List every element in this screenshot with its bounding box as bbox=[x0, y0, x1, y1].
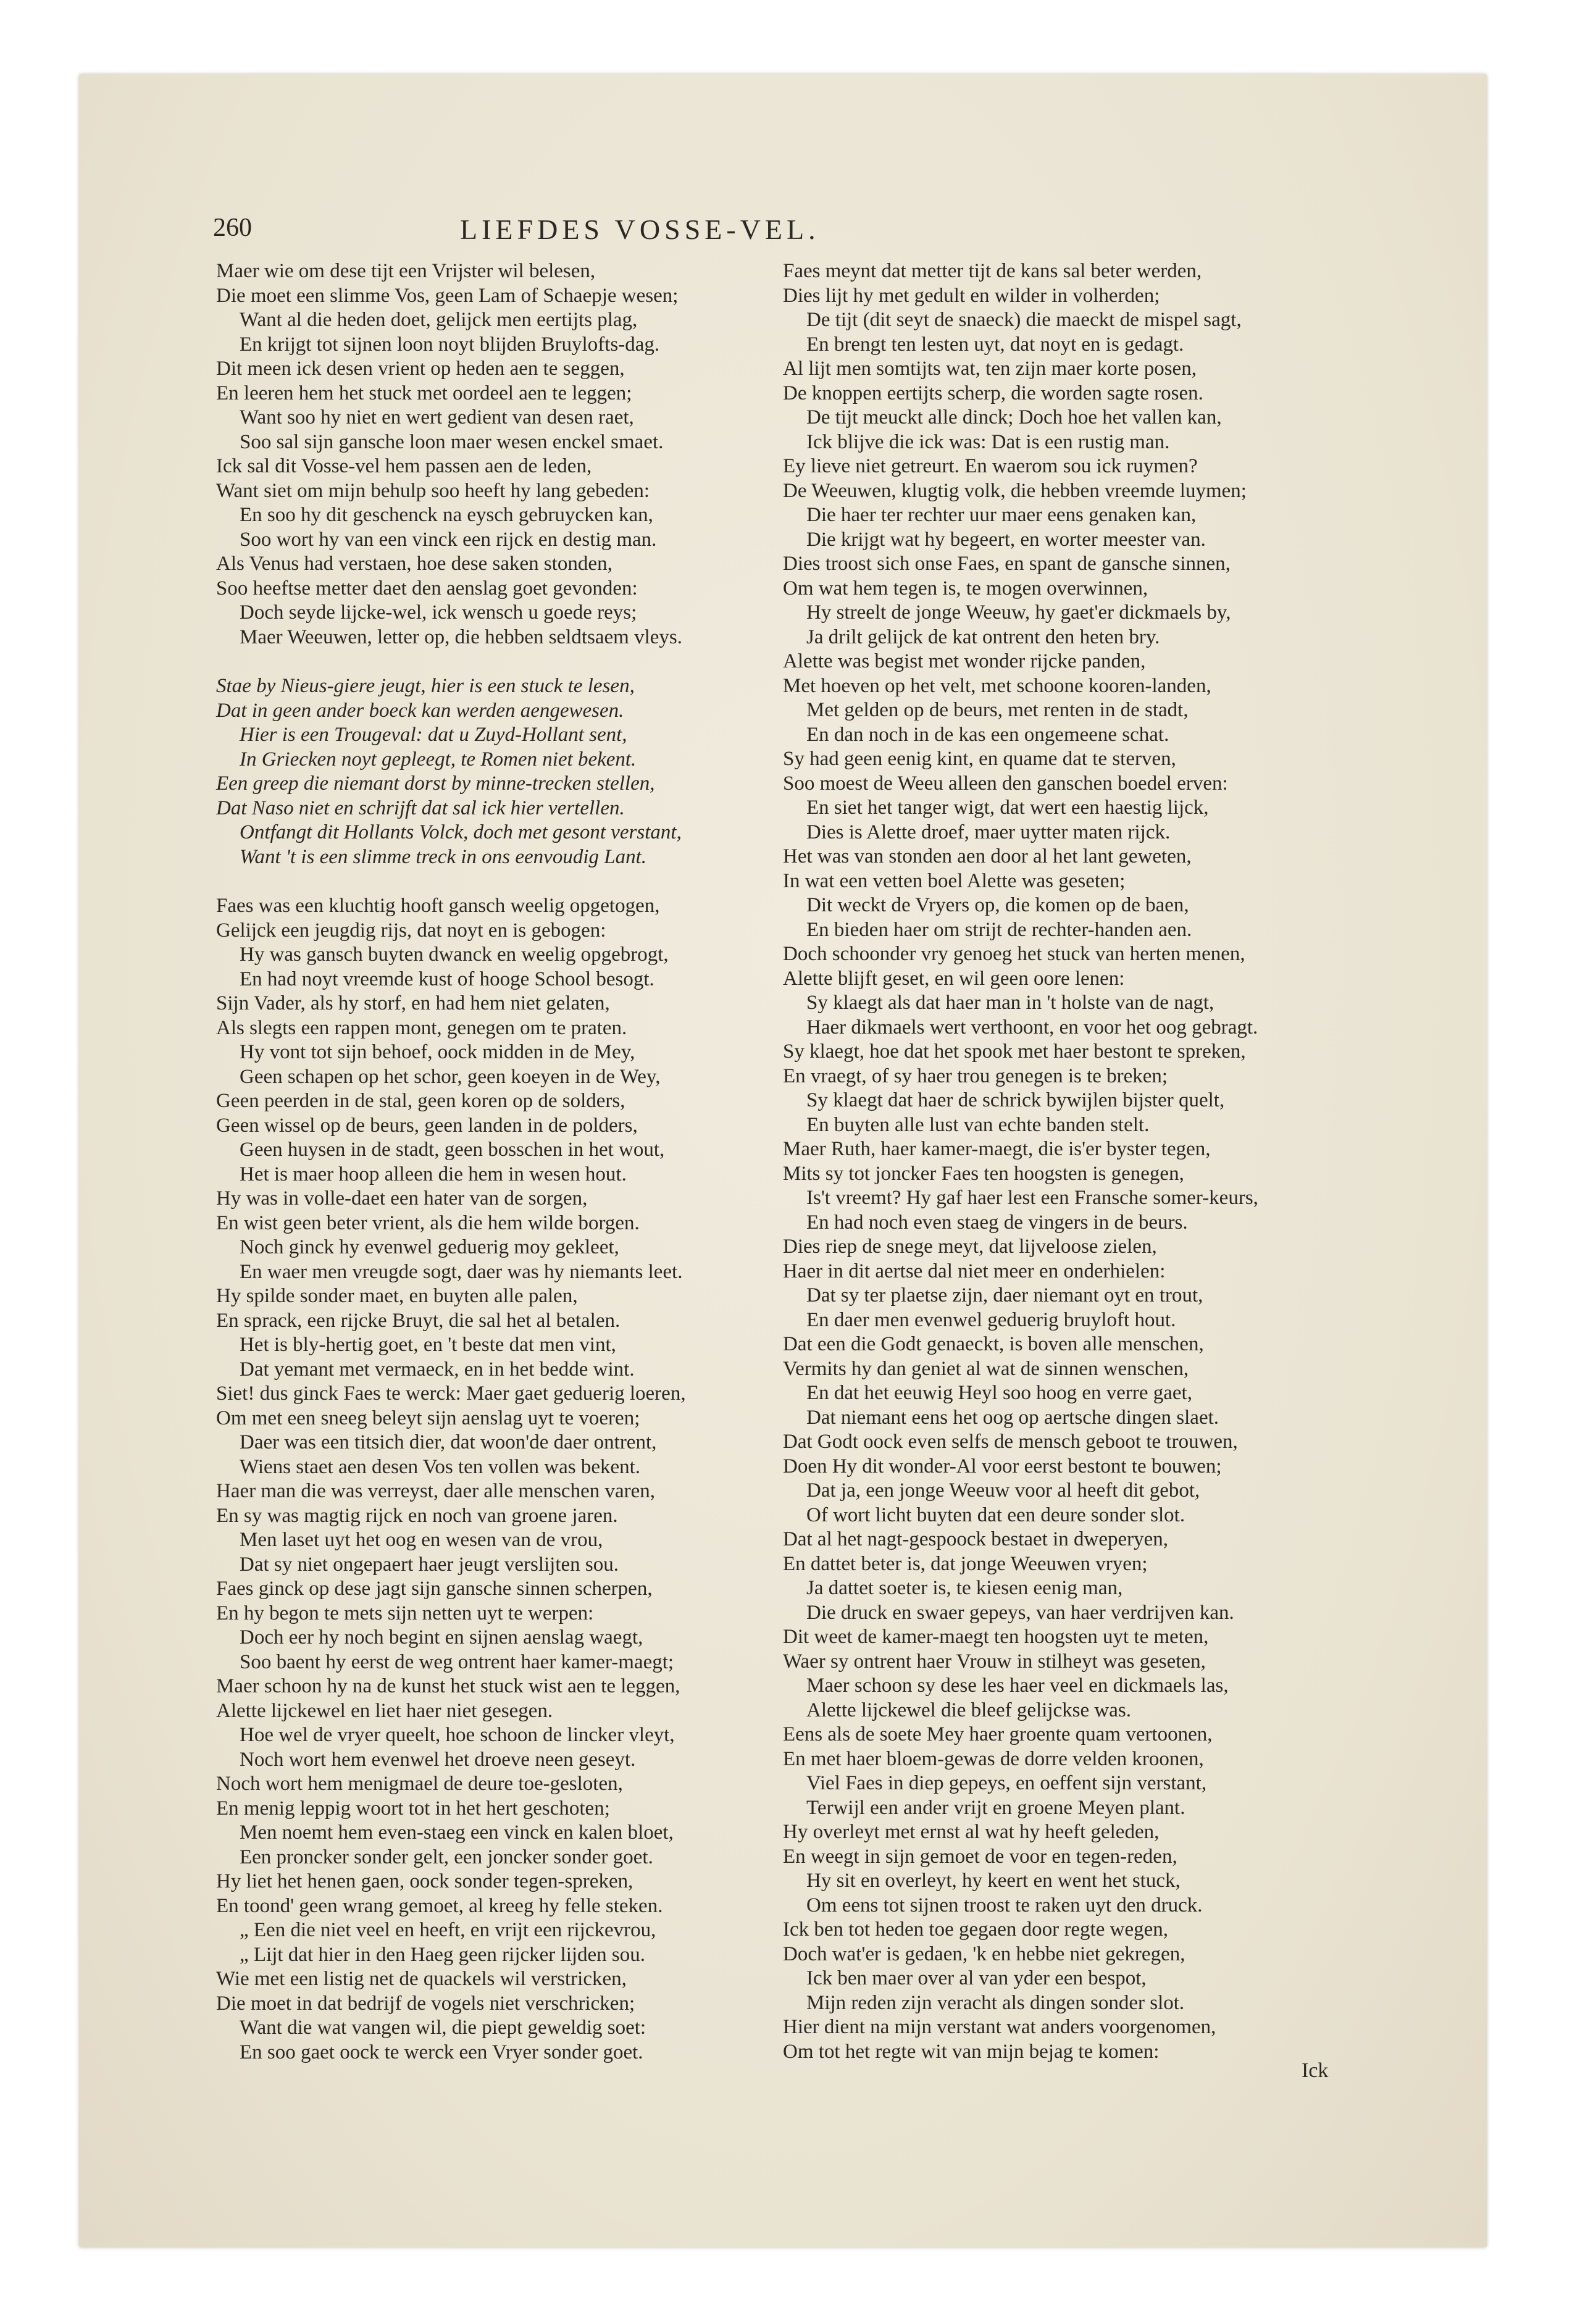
verse-line: En weegt in sijn gemoet de voor en tegen-reden, bbox=[783, 1845, 1177, 1868]
verse-line: En wist geen beter vrient, als die hem wilde borgen. bbox=[216, 1211, 640, 1234]
verse-line: Faes ginck op dese jagt sijn gansche sinnen scherpen, bbox=[216, 1578, 653, 1600]
verse-line: Dat een die Godt genaeckt, is boven alle menschen, bbox=[783, 1333, 1204, 1355]
verse-line: Geen huysen in de stadt, geen bosschen in het wout, bbox=[240, 1139, 665, 1161]
verse-line: En siet het tanger wigt, dat wert een haestig lijck, bbox=[806, 796, 1209, 819]
catchword: Ick bbox=[1302, 2059, 1329, 2082]
verse-line: Sy klaegt, hoe dat het spook met haer bestont te spreken, bbox=[783, 1040, 1246, 1063]
verse-line: Met hoeven op het velt, met schoone kooren-landen, bbox=[783, 674, 1211, 697]
verse-line: Dies riep de snege meyt, dat lijveloose zielen, bbox=[783, 1235, 1157, 1258]
verse-line: De tijt (dit seyt de snaeck) die maeckt de mispel sagt, bbox=[806, 309, 1242, 331]
verse-line: Terwijl een ander vrijt en groene Meyen plant. bbox=[806, 1796, 1185, 1819]
verse-line: Als slegts een rappen mont, genegen om te praten. bbox=[216, 1016, 627, 1039]
verse-line: Dat in geen ander boeck kan werden aengewesen. bbox=[216, 699, 624, 722]
verse-line: En brengt ten lesten uyt, dat noyt en is gedagt. bbox=[806, 333, 1184, 356]
verse-line: Een proncker sonder gelt, een joncker sonder goet. bbox=[240, 1845, 653, 1868]
verse-line: Maer Ruth, haer kamer-maegt, die is'er byster tegen, bbox=[783, 1138, 1211, 1160]
verse-line: Want soo hy niet en wert gedient van desen raet, bbox=[240, 406, 634, 428]
verse-line: En had noyt vreemde kust of hooge School besogt. bbox=[240, 968, 654, 990]
verse-line: Soo wort hy van een vinck een rijck en destig man. bbox=[240, 528, 657, 551]
verse-line: Soo baent hy eerst de weg ontrent haer kamer-maegt; bbox=[240, 1650, 674, 1673]
verse-line: En sprack, een rijcke Bruyt, die sal het al betalen. bbox=[216, 1309, 621, 1332]
verse-line: Met gelden op de beurs, met renten in de stadt, bbox=[806, 699, 1189, 721]
verse-line: Is't vreemt? Hy gaf haer lest een Fransche somer-keurs, bbox=[806, 1187, 1258, 1209]
verse-line: En sy was magtig rijck en noch van groene jaren. bbox=[216, 1504, 618, 1527]
verse-line: En soo hy dit geschenck na eysch gebruycken kan, bbox=[240, 504, 653, 526]
verse-line: Dat Naso niet en schrijft dat sal ick hier vertellen. bbox=[216, 796, 625, 819]
verse-line: Hier dient na mijn verstant wat anders voorgenomen, bbox=[783, 2016, 1216, 2038]
verse-line: Maer Weeuwen, letter op, die hebben seldtsaem vleys. bbox=[240, 625, 682, 648]
verse-line: Hy spilde sonder maet, en buyten alle palen, bbox=[216, 1285, 578, 1307]
page-header bbox=[213, 213, 1312, 250]
verse-line: Faes was een kluchtig hooft gansch weelig opgetogen, bbox=[216, 895, 660, 917]
verse-line: Ja dattet soeter is, te kiesen eenig man, bbox=[806, 1577, 1123, 1599]
verse-line: En soo gaet oock te werck een Vryer sonder goet. bbox=[240, 2041, 643, 2063]
verse-line: Doch wat'er is gedaen, 'k en hebbe niet gekregen, bbox=[783, 1942, 1185, 1965]
verse-line: Alette lijckewel die bleef gelijckse was. bbox=[806, 1699, 1131, 1721]
verse-line: Haer in dit aertse dal niet meer en onderhielen: bbox=[783, 1260, 1166, 1282]
verse-line: Een greep die niemant dorst by minne-trecken stellen, bbox=[216, 772, 655, 795]
verse-line: Siet! dus ginck Faes te werck: Maer gaet geduerig loeren, bbox=[216, 1382, 686, 1405]
verse-line: En had noch even staeg de vingers in de beurs. bbox=[806, 1211, 1188, 1234]
verse-line: Stae by Nieus-giere jeugt, hier is een stuck te lesen, bbox=[216, 675, 635, 697]
verse-line: En met haer bloem-gewas de dorre velden kroonen, bbox=[783, 1747, 1204, 1770]
verse-line: Ey lieve niet getreurt. En waerom sou ick ruymen? bbox=[783, 455, 1198, 477]
verse-line: Sy klaegt als dat haer man in 't holste van de nagt, bbox=[806, 992, 1214, 1014]
verse-line: In Griecken noyt gepleegt, te Romen niet bekent. bbox=[240, 748, 637, 771]
stanza-gap bbox=[216, 869, 753, 894]
verse-line: Die moet in dat bedrijf de vogels niet verschricken; bbox=[216, 1992, 635, 2015]
verse-line: Dat yemant met vermaeck, en in het bedde wint. bbox=[240, 1358, 635, 1381]
verse-line: Die druck en swaer gepeys, van haer verdrijven kan. bbox=[806, 1601, 1234, 1624]
verse-line: Vermits hy dan geniet al wat de sinnen wenschen, bbox=[783, 1357, 1189, 1380]
verse-line: En toond' geen wrang gemoet, al kreeg hy felle steken. bbox=[216, 1894, 663, 1917]
stanza-1 bbox=[216, 259, 753, 650]
verse-line: De knoppen eertijts scherp, die worden sagte rosen. bbox=[783, 382, 1203, 404]
verse-line: Want 't is een slimme treck in ons eenvoudig Lant. bbox=[240, 845, 647, 868]
verse-line: Het is bly-hertig goet, en 't beste dat men vint, bbox=[240, 1334, 616, 1356]
verse-line: Maer schoon sy dese les haer veel en dickmaels las, bbox=[806, 1674, 1229, 1697]
verse-line: En leeren hem het stuck met oordeel aen te leggen; bbox=[216, 382, 632, 404]
verse-line: Die moet een slimme Vos, geen Lam of Schaepje wesen; bbox=[216, 284, 679, 307]
stanza-2-italic bbox=[216, 674, 753, 869]
verse-line: Alette lijckewel en liet haer niet gesegen. bbox=[216, 1699, 553, 1722]
verse-line: Sy had geen eenig kint, en quame dat te sterven, bbox=[783, 748, 1176, 770]
verse-line: En hy begon te mets sijn netten uyt te werpen: bbox=[216, 1602, 594, 1624]
verse-line: Hier is een Trougeval: dat u Zuyd-Hollant sent, bbox=[240, 724, 627, 746]
verse-line: Faes meynt dat metter tijt de kans sal beter werden, bbox=[783, 260, 1202, 282]
verse-line: Sijn Vader, als hy storf, en had hem niet gelaten, bbox=[216, 992, 610, 1014]
verse-line: Die krijgt wat hy begeert, en worter meester van. bbox=[806, 528, 1206, 551]
verse-line: Hy vont tot sijn behoef, oock midden in de Mey, bbox=[240, 1041, 635, 1063]
verse-line: Hy streelt de jonge Weeuw, hy gaet'er dickmaels by, bbox=[806, 601, 1231, 624]
verse-line: Dat al het nagt-gespoock bestaet in dweperyen, bbox=[783, 1528, 1169, 1550]
verse-line: Noch wort hem evenwel het droeve neen geseyt. bbox=[240, 1748, 636, 1771]
stanza-3 bbox=[216, 894, 753, 2065]
verse-line: En waer men vreugde sogt, daer was hy niemants leet. bbox=[240, 1260, 683, 1283]
verse-line: Om tot het regte wit van mijn bejag te komen: bbox=[783, 2040, 1160, 2063]
verse-line: Dies troost sich onse Faes, en spant de gansche sinnen, bbox=[783, 553, 1231, 575]
verse-line: Ick ben maer over al van yder een bespot, bbox=[806, 1967, 1147, 1989]
verse-line: En dan noch in de kas een ongemeene schat. bbox=[806, 723, 1169, 746]
verse-line: Doch schoonder vry genoeg het stuck van herten menen, bbox=[783, 943, 1245, 965]
verse-line: Dat sy ter plaetse zijn, daer niemant oyt en trout, bbox=[806, 1284, 1203, 1306]
verse-line: Doen Hy dit wonder-Al voor eerst bestont te bouwen; bbox=[783, 1455, 1222, 1478]
verse-line: Hoe wel de vryer queelt, hoe schoon de lincker vleyt, bbox=[240, 1724, 675, 1746]
verse-line: Dat sy niet ongepaert haer jeugt verslijten sou. bbox=[240, 1553, 619, 1576]
page-number: 260 bbox=[213, 214, 252, 242]
verse-line: Gelijck een jeugdig rijs, dat noyt en is gebogen: bbox=[216, 919, 606, 942]
verse-line: En menig leppig woort tot in het hert geschoten; bbox=[216, 1797, 610, 1820]
verse-line: Noch wort hem menigmael de deure toe-gesloten, bbox=[216, 1773, 623, 1795]
verse-line: En buyten alle lust van echte banden stelt. bbox=[806, 1113, 1150, 1136]
verse-line: Dit weet de kamer-maegt ten hoogsten uyt te meten, bbox=[783, 1626, 1209, 1648]
verse-line: Dat niemant eens het oog op aertsche dingen slaet. bbox=[806, 1406, 1219, 1429]
verse-line: Geen schapen op het schor, geen koeyen in de Wey, bbox=[240, 1065, 661, 1088]
verse-line: En bieden haer om strijt de rechter-handen aen. bbox=[806, 918, 1192, 941]
verse-line: Ick sal dit Vosse-vel hem passen aen de leden, bbox=[216, 455, 592, 477]
verse-line: Soo sal sijn gansche loon maer wesen enckel smaet. bbox=[240, 430, 664, 453]
verse-line: Daer was een titsich dier, dat woon'de daer ontrent, bbox=[240, 1431, 657, 1453]
verse-line: Alette was begist met wonder rijcke panden, bbox=[783, 650, 1146, 672]
stanza-gap bbox=[216, 650, 753, 674]
verse-line: Waer sy ontrent haer Vrouw in stilheyt was geseten, bbox=[783, 1650, 1206, 1673]
verse-line: Het is maer hoop alleen die hem in wesen hout. bbox=[240, 1163, 627, 1185]
verse-line: Dit meen ick desen vrient op heden aen te seggen, bbox=[216, 357, 625, 380]
verse-line: Soo heeftse metter daet den aenslag goet gevonden: bbox=[216, 577, 638, 600]
verse-line: Doch seyde lijcke-wel, ick wensch u goede reys; bbox=[240, 601, 637, 624]
verse-line: Want siet om mijn behulp soo heeft hy lang gebeden: bbox=[216, 479, 650, 502]
verse-line: Om wat hem tegen is, te mogen overwinnen, bbox=[783, 577, 1148, 600]
right-column bbox=[783, 259, 1320, 2064]
verse-line: Of wort licht buyten dat een deure sonder slot. bbox=[806, 1503, 1185, 1526]
verse-line: Want al die heden doet, gelijck men eertijts plag, bbox=[240, 309, 638, 331]
verse-line: In wat een vetten boel Alette was geseten; bbox=[783, 869, 1126, 892]
verse-line: Wiens staet aen desen Vos ten vollen was bekent. bbox=[240, 1455, 641, 1478]
verse-line: Eens als de soete Mey haer groente quam vertoonen, bbox=[783, 1723, 1213, 1745]
verse-line: Doch eer hy noch begint en sijnen aenslag waegt, bbox=[240, 1626, 643, 1649]
verse-line: En dat het eeuwig Heyl soo hoog en verre gaet, bbox=[806, 1382, 1192, 1404]
verse-line: Dat Godt oock even selfs de mensch geboot te trouwen, bbox=[783, 1431, 1238, 1453]
verse-line: Alette blijft geset, en wil geen oore lenen: bbox=[783, 967, 1125, 990]
verse-line: Maer wie om dese tijt een Vrijster wil belesen, bbox=[216, 260, 596, 282]
verse-line: Haer man die was verreyst, daer alle menschen varen, bbox=[216, 1480, 655, 1502]
verse-line: Geen wissel op de beurs, geen landen in de polders, bbox=[216, 1114, 638, 1137]
verse-line: Om eens tot sijnen troost te raken uyt den druck. bbox=[806, 1894, 1203, 1916]
verse-line: „ Een die niet veel en heeft, en vrijt een rijckevrou, bbox=[240, 1919, 656, 1941]
verse-line: Soo moest de Weeu alleen den ganschen boedel erven: bbox=[783, 772, 1228, 795]
verse-line: En dattet beter is, dat jonge Weeuwen vryen; bbox=[783, 1552, 1148, 1575]
verse-line: Mijn reden zijn veracht als dingen sonder slot. bbox=[806, 1991, 1185, 2014]
verse-line: En krijgt tot sijnen loon noyt blijden Bruylofts-dag. bbox=[240, 333, 660, 356]
verse-line: Maer schoon hy na de kunst het stuck wist aen te leggen, bbox=[216, 1675, 680, 1697]
verse-line: Het was van stonden aen door al het lant geweten, bbox=[783, 845, 1192, 867]
verse-line: Als Venus had verstaen, hoe dese saken stonden, bbox=[216, 553, 612, 575]
verse-line: Noch ginck hy evenwel geduerig moy gekleet, bbox=[240, 1236, 619, 1258]
verse-line: Al lijt men somtijts wat, ten zijn maer korte posen, bbox=[783, 357, 1197, 380]
verse-line: Hy overleyt met ernst al wat hy heeft geleden, bbox=[783, 1821, 1160, 1843]
verse-line: Dat ja, een jonge Weeuw voor al heeft dit gebot, bbox=[806, 1479, 1200, 1502]
running-title: LIEFDES VOSSE-VEL. bbox=[460, 214, 820, 245]
verse-line: Ick blijve die ick was: Dat is een rustig man. bbox=[806, 430, 1170, 453]
verse-line: Dit weckt de Vryers op, die komen op de baen, bbox=[806, 894, 1189, 916]
verse-line: Om met een sneeg beleyt sijn aenslag uyt te voeren; bbox=[216, 1407, 640, 1429]
verse-line: Viel Faes in diep gepeys, en oeffent sijn verstant, bbox=[806, 1772, 1207, 1794]
verse-line: Ontfangt dit Hollants Volck, doch met gesont verstant, bbox=[240, 821, 682, 843]
verse-line: Want die wat vangen wil, die piept geweldig soet: bbox=[240, 2017, 646, 2039]
verse-line: Sy klaegt dat haer de schrick bywijlen bijster quelt, bbox=[806, 1089, 1225, 1111]
verse-line: „ Lijt dat hier in den Haeg geen rijcker lijden sou. bbox=[240, 1943, 646, 1966]
verse-line: Ick ben tot heden toe gegaen door regte wegen, bbox=[783, 1918, 1168, 1941]
verse-line: Ja drilt gelijck de kat ontrent den heten bry. bbox=[806, 625, 1160, 648]
verse-line: Die haer ter rechter uur maer eens genaken kan, bbox=[806, 504, 1197, 526]
verse-line: Men laset uyt het oog en wesen van de vrou, bbox=[240, 1529, 603, 1551]
verse-line: Hy was in volle-daet een hater van de sorgen, bbox=[216, 1187, 588, 1210]
verse-line: En daer men evenwel geduerig bruyloft hout. bbox=[806, 1308, 1176, 1331]
verse-line: Hy liet het henen gaen, oock sonder tegen-spreken, bbox=[216, 1870, 633, 1892]
verse-line: Wie met een listig net de quackels wil verstricken, bbox=[216, 1968, 627, 1990]
left-column bbox=[216, 259, 753, 2065]
verse-line: Dies is Alette droef, maer uytter maten rijck. bbox=[806, 821, 1171, 843]
verse-line: Geen peerden in de stal, geen koren op de solders, bbox=[216, 1090, 625, 1112]
verse-line: Mits sy tot joncker Faes ten hoogsten is genegen, bbox=[783, 1162, 1184, 1185]
right-stanza bbox=[783, 259, 1320, 2064]
verse-line: Dies lijt hy met gedult en wilder in volherden; bbox=[783, 284, 1160, 307]
verse-line: De tijt meuckt alle dinck; Doch hoe het vallen kan, bbox=[806, 406, 1222, 428]
verse-line: Men noemt hem even-staeg een vinck en kalen bloet, bbox=[240, 1821, 674, 1844]
verse-line: Hy was gansch buyten dwanck en weelig opgebrogt, bbox=[240, 943, 669, 966]
verse-line: En vraegt, of sy haer trou genegen is te breken; bbox=[783, 1064, 1168, 1087]
verse-line: Haer dikmaels wert verthoont, en voor het oog gebragt. bbox=[806, 1016, 1258, 1039]
verse-line: De Weeuwen, klugtig volk, die hebben vreemde luymen; bbox=[783, 479, 1247, 502]
verse-line: Hy sit en overleyt, hy keert en went het stuck, bbox=[806, 1870, 1181, 1892]
